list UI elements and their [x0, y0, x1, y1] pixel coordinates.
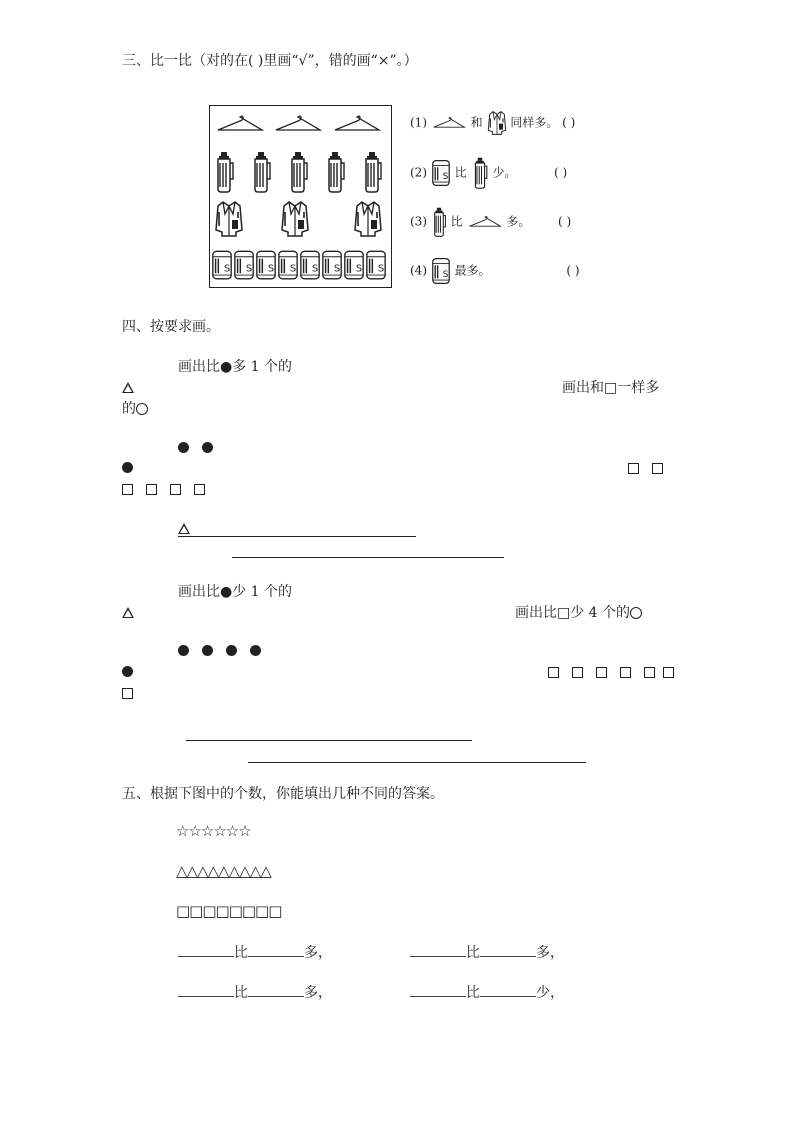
item-text-a: 和	[470, 115, 483, 130]
item-text-b: 多。	[506, 214, 531, 229]
dot-icon	[122, 666, 133, 677]
blank[interactable]	[410, 942, 466, 957]
blank[interactable]	[248, 982, 304, 997]
triangle-icon	[122, 382, 134, 393]
item-1	[410, 110, 575, 136]
square-icon	[122, 688, 133, 699]
q1-text: 画出比●多 1 个的	[178, 359, 293, 375]
item-text-a: 比	[450, 214, 463, 229]
section5-title: 五、根据下图中的个数，你能填出几种不同的答案。	[122, 786, 444, 802]
triangle-icon	[178, 523, 190, 534]
answer-parens[interactable]: ( )	[566, 263, 580, 278]
answer-line[interactable]	[178, 536, 416, 537]
square-icon	[663, 667, 674, 678]
fill-item-3	[178, 982, 332, 1002]
shirt-icon	[280, 200, 310, 238]
fill-item-4	[410, 982, 564, 1002]
blank[interactable]	[178, 982, 234, 997]
square-icon	[194, 484, 205, 495]
item-4	[410, 257, 580, 285]
flask-icon	[431, 207, 447, 237]
dot-icon	[202, 645, 213, 656]
hanger-icon	[332, 114, 382, 134]
cup-icon	[277, 248, 299, 282]
picture-box	[209, 105, 392, 288]
flask-icon	[471, 157, 489, 189]
fill-end: 多，	[536, 945, 564, 961]
square-icon	[652, 463, 663, 474]
fill-mid: 比	[234, 985, 248, 1001]
item-num: (4)	[410, 263, 427, 278]
item-3	[410, 207, 571, 237]
circle-icon	[136, 403, 148, 415]
cup-icon	[255, 248, 277, 282]
square-icon	[628, 463, 639, 474]
dot-icon	[178, 645, 189, 656]
item-text-a: 比	[454, 165, 467, 180]
item-text-b: 同样多。	[510, 115, 559, 130]
square-icon	[170, 484, 181, 495]
answer-line[interactable]	[232, 557, 504, 558]
hanger-icon	[431, 116, 467, 130]
item-num: (3)	[410, 214, 427, 229]
dot-icon	[122, 462, 133, 473]
square-icon	[146, 484, 157, 495]
square-icon	[548, 667, 559, 678]
item-num: (1)	[410, 115, 427, 130]
blank[interactable]	[480, 942, 536, 957]
q2-tail	[122, 400, 148, 418]
square-icon	[122, 484, 133, 495]
answer-line[interactable]	[248, 762, 586, 763]
hanger-icon	[467, 215, 503, 229]
item-2	[410, 157, 567, 189]
cup-icon	[211, 248, 233, 282]
square-icon	[620, 667, 631, 678]
cup-icon	[431, 257, 451, 285]
cup-icon	[365, 248, 387, 282]
item-num: (2)	[410, 165, 427, 180]
flask-icon	[361, 151, 383, 193]
flask-icon	[324, 151, 346, 193]
answer-parens[interactable]: ( )	[562, 115, 576, 130]
flask-icon	[287, 151, 309, 193]
fill-end: 多，	[304, 945, 332, 961]
blank[interactable]	[410, 982, 466, 997]
blank[interactable]	[178, 942, 234, 957]
fill-mid: 比	[466, 945, 480, 961]
answer-line[interactable]	[186, 740, 472, 741]
square-icon	[596, 667, 607, 678]
cup-icon	[321, 248, 343, 282]
cup-icon	[431, 159, 451, 187]
blank[interactable]	[480, 982, 536, 997]
answer-parens[interactable]: ( )	[558, 214, 572, 229]
cup-icon	[299, 248, 321, 282]
fill-end: 多，	[304, 985, 332, 1001]
hanger-icon	[215, 114, 265, 134]
stars-row: ☆☆☆☆☆☆	[176, 822, 251, 840]
section4-title: 四、按要求画。	[122, 319, 220, 335]
triangle-icon	[122, 607, 134, 618]
q3-text: 画出比●少 1 个的	[178, 584, 293, 600]
section3-title: 三、比一比（对的在( )里画“√”，错的画“×”。）	[122, 53, 418, 69]
fill-mid: 比	[466, 985, 480, 1001]
shirt-icon	[487, 110, 507, 136]
answer-parens[interactable]: ( )	[554, 165, 568, 180]
q2-text: 画出和□一样多	[562, 380, 660, 396]
item-text-b: 少。	[492, 165, 517, 180]
cup-icon	[233, 248, 255, 282]
triangles-row: △△△△△△△△△	[176, 862, 271, 880]
item-text-b: 最多。	[454, 263, 491, 278]
dot-icon	[202, 442, 213, 453]
dot-icon	[178, 442, 189, 453]
hanger-icon	[273, 114, 323, 134]
circle-icon	[630, 607, 642, 619]
square-icon	[644, 667, 655, 678]
fill-item-2	[410, 942, 564, 962]
cup-icon	[343, 248, 365, 282]
blank[interactable]	[248, 942, 304, 957]
q2-tail-text: 的	[122, 401, 136, 417]
shirt-icon	[214, 200, 244, 238]
flask-icon	[250, 151, 272, 193]
fill-item-1	[178, 942, 332, 962]
shirt-icon	[353, 200, 383, 238]
square-icon	[572, 667, 583, 678]
flask-icon	[213, 151, 235, 193]
dot-icon	[250, 645, 261, 656]
fill-end: 少，	[536, 985, 564, 1001]
squares-row: □□□□□□□□	[176, 902, 282, 920]
dot-icon	[226, 645, 237, 656]
q4-line	[515, 604, 642, 622]
q4-text: 画出比□少 4 个的	[515, 605, 631, 621]
fill-mid: 比	[234, 945, 248, 961]
